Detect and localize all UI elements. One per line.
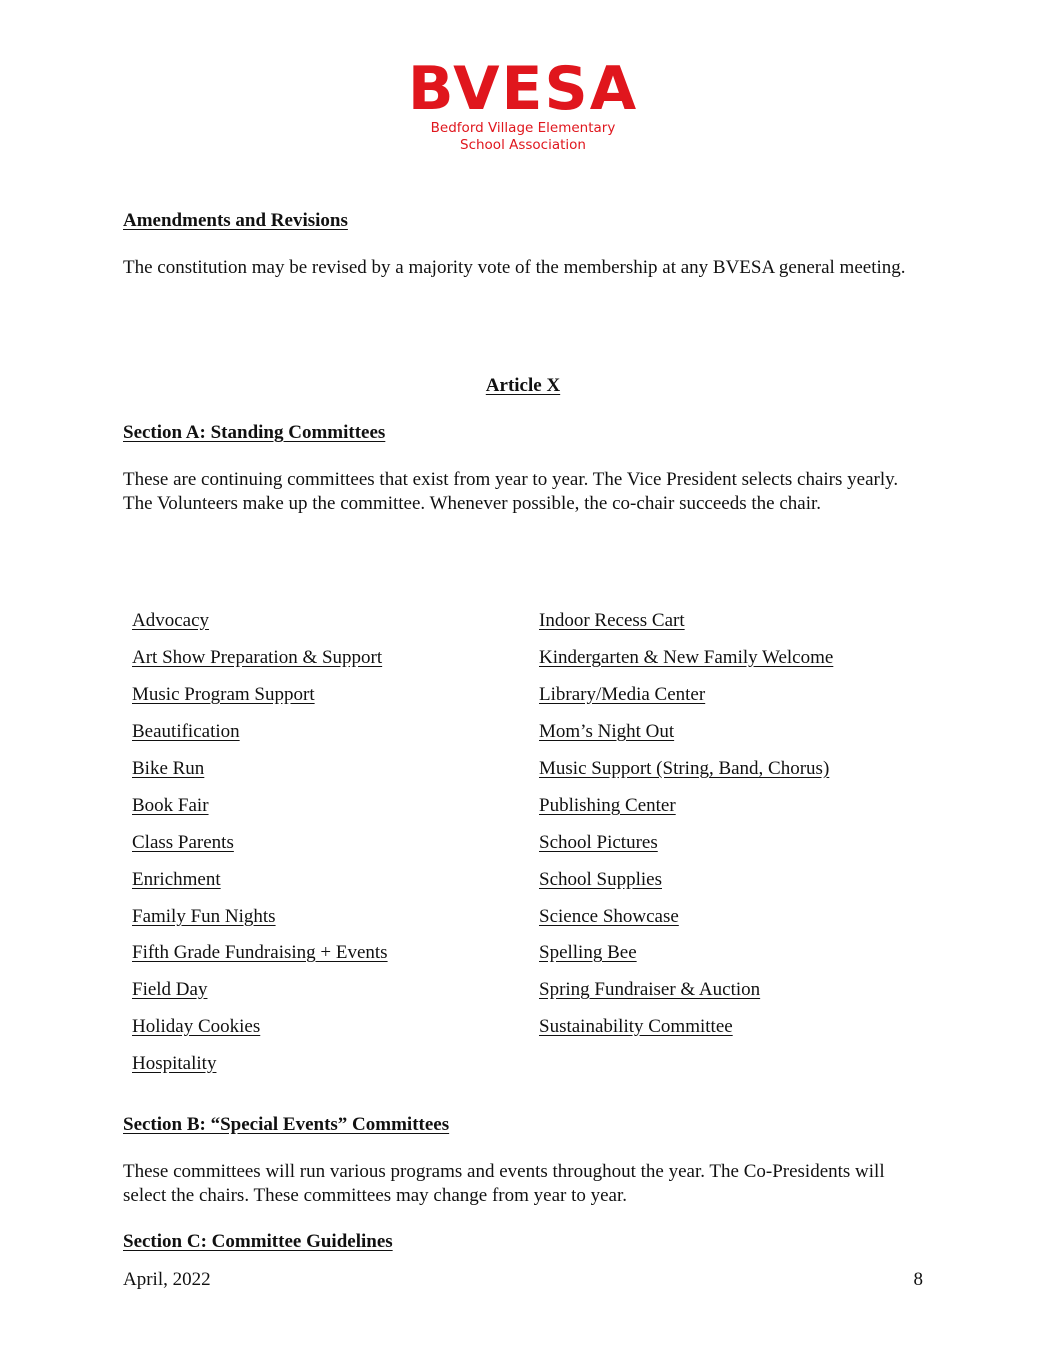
committee-item: Art Show Preparation & Support — [132, 647, 383, 668]
committee-item: Fifth Grade Fundraising + Events — [132, 942, 388, 963]
committee-item: Kindergarten & New Family Welcome — [539, 647, 834, 668]
footer-date: April, 2022 — [123, 1269, 211, 1290]
committee-item: Enrichment — [132, 869, 221, 890]
committee-item: Publishing Center — [539, 795, 676, 816]
section-c-heading: Section C: Committee Guidelines — [123, 1231, 393, 1252]
logo-subtitle-line-2: School Association — [460, 137, 586, 153]
article-title — [0, 374, 1046, 398]
committee-item: Field Day — [132, 979, 208, 1000]
committee-item: Music Program Support — [132, 684, 315, 705]
committee-item: Science Showcase — [539, 906, 679, 927]
committee-item: Hospitality — [132, 1053, 217, 1074]
amendments-heading: Amendments and Revisions — [123, 210, 348, 231]
amendments-paragraph: The constitution may be revised by a majority vote of the membership at any BVESA general meeting. — [123, 257, 906, 278]
committee-item: Music Support (String, Band, Chorus) — [539, 758, 830, 779]
committee-item: Spring Fundraiser & Auction — [539, 979, 761, 1000]
section-a-heading: Section A: Standing Committees — [123, 422, 386, 443]
committee-item: School Pictures — [539, 832, 658, 853]
page-number: 8 — [913, 1269, 923, 1290]
committee-item: Library/Media Center — [539, 684, 706, 705]
logo-mark: BVESA — [407, 54, 639, 124]
committee-item: Bike Run — [132, 758, 205, 779]
committee-item: Advocacy — [132, 610, 210, 631]
section-b-paragraph: These committees will run various programs and events throughout the year. The Co-Presidents will select the chairs. These committees may change from year to year. — [123, 1161, 885, 1206]
committee-item: Holiday Cookies — [132, 1016, 261, 1037]
committee-item: School Supplies — [539, 869, 662, 890]
committee-item: Sustainability Committee — [539, 1016, 733, 1037]
section-a-paragraph: These are continuing committees that exist from year to year. The Vice President selects chairs yearly. The Volunteers make up the committee. Whenever possible, the co-chair succeeds the chair. — [123, 469, 899, 514]
bvesa-logo — [370, 54, 676, 154]
committee-item: Mom’s Night Out — [539, 721, 675, 742]
committee-item: Beautification — [132, 721, 240, 742]
committee-item: Class Parents — [132, 832, 234, 853]
article-title-text: Article X — [485, 375, 561, 396]
committee-item: Spelling Bee — [539, 942, 637, 963]
section-b-heading: Section B: “Special Events” Committees — [123, 1114, 450, 1135]
logo-subtitle-line-1: Bedford Village Elementary — [430, 120, 616, 136]
committee-item: Indoor Recess Cart — [539, 610, 685, 631]
committee-item: Book Fair — [132, 795, 209, 816]
committee-item: Family Fun Nights — [132, 906, 276, 927]
